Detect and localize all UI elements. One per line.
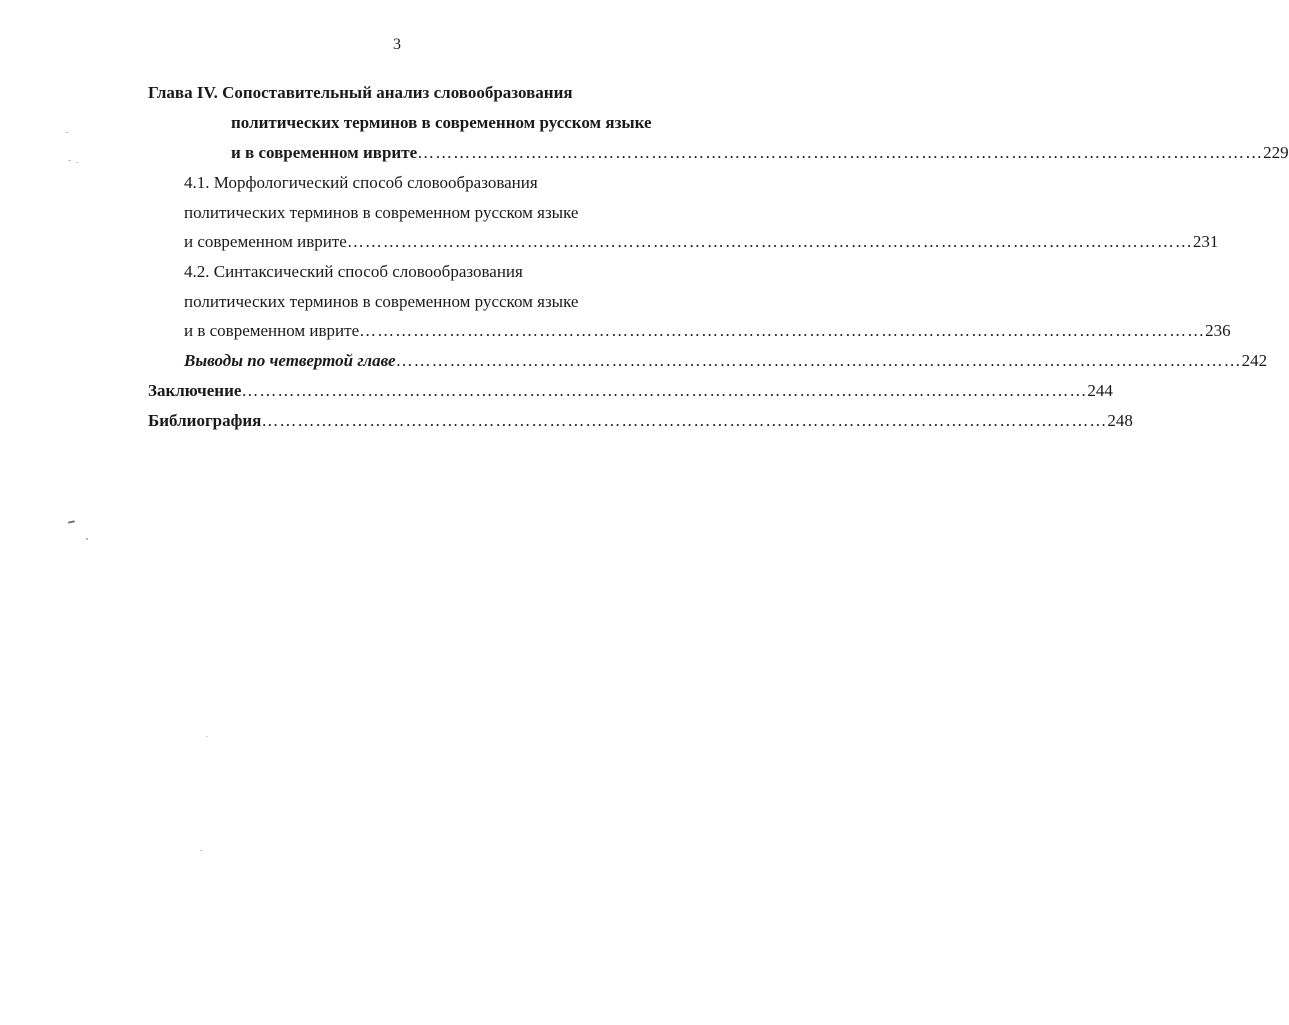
conclusions-label: Выводы по четвертой главе <box>184 351 396 370</box>
scan-speck <box>68 520 75 523</box>
chapter-title-line-1: Глава IV. Сопоставительный анализ словообразования <box>148 83 573 102</box>
page-ref: 231 <box>1192 232 1219 251</box>
section-4-1-line-3-entry <box>184 231 1219 253</box>
page-ref: 236 <box>1205 321 1231 340</box>
section-4-1-line-2: политических терминов в современном русском языке <box>184 203 579 222</box>
dot-leader: …………………………………………………………………………………………………………………………… <box>417 143 1264 162</box>
bibliography-label: Библиография <box>148 411 262 430</box>
scan-speck <box>206 736 208 737</box>
conclusions-entry <box>184 350 1268 372</box>
dot-leader: …………………………………………………………………………………………………………………………… <box>261 411 1108 430</box>
section-4-2-line-3-entry <box>184 320 1231 342</box>
dot-leader: …………………………………………………………………………………………………………………………… <box>359 321 1206 340</box>
section-4-2-line-1: 4.2. Синтаксический способ словообразования <box>184 262 523 281</box>
page-ref: 242 <box>1241 351 1268 370</box>
page-ref: 229 <box>1263 143 1289 162</box>
scan-speck <box>200 850 203 851</box>
section-4-1-line-3: и современном иврите <box>184 232 347 251</box>
chapter-title-line-3-entry <box>231 142 1289 164</box>
closing-label: Заключение <box>148 381 242 400</box>
section-4-1-line-1: 4.1. Морфологический способ словообразования <box>184 173 538 192</box>
page-ref: 248 <box>1107 411 1133 430</box>
bibliography-entry <box>148 410 1133 432</box>
page-ref: 244 <box>1087 381 1113 400</box>
scan-speck <box>66 132 68 133</box>
chapter-title-line-2: политических терминов в современном русском языке <box>231 113 652 132</box>
chapter-title-line-3: и в современном иврите <box>231 143 418 162</box>
dot-leader: …………………………………………………………………………………………………………………………… <box>241 381 1088 400</box>
dot-leader: …………………………………………………………………………………………………………………………… <box>346 232 1193 251</box>
section-4-2-line-3: и в современном иврите <box>184 321 360 340</box>
scan-speck <box>68 160 71 161</box>
closing-entry <box>148 380 1113 402</box>
scan-speck <box>76 162 78 163</box>
page-number: 3 <box>393 36 401 53</box>
dot-leader: …………………………………………………………………………………………………………………………… <box>395 351 1242 370</box>
scan-speck <box>86 538 88 540</box>
section-4-2-line-2: политических терминов в современном русском языке <box>184 292 579 311</box>
